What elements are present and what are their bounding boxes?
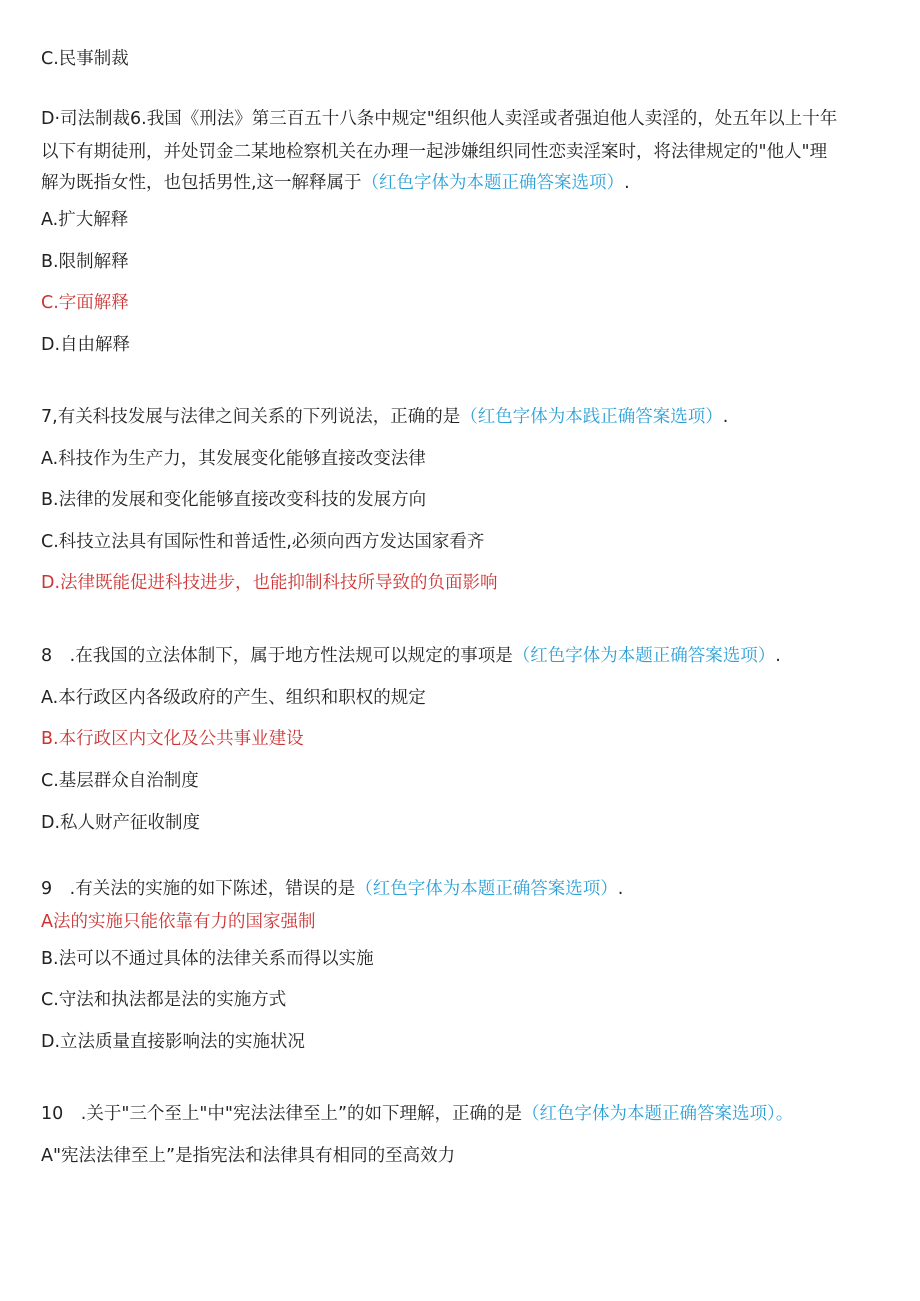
q7-stem <box>41 405 728 429</box>
q8-stem-end: . <box>775 646 781 666</box>
q10-option-a: A"宪法法律至上”是指宪法和法律具有相同的至高效力 <box>41 1146 456 1166</box>
q6-option-c-correct: C.字面解释 <box>41 293 129 313</box>
q9-stem <box>41 877 623 901</box>
q6-stem-end: . <box>624 173 630 193</box>
q7-option-a: A.科技作为生产力，其发展变化能够直接改变法律 <box>41 449 426 469</box>
q5-option-c: C.民事制裁 <box>41 49 129 69</box>
q6-stem-line2: 以下有期徒刑，并处罚金二某地检察机关在办理一起涉嫌组织同性恋卖淫案时，将法律规定的"他人"理 <box>41 142 828 162</box>
q6-stem-text: 6.我国《刑法》第三百五十八条中规定"组织他人卖淫或者强迫他人卖淫的，处五年以上十年 <box>130 109 838 129</box>
q9-option-a-correct: A法的实施只能依靠有力的国家强制 <box>41 912 316 932</box>
q8-option-a: A.本行政区内各级政府的产生、组织和职权的规定 <box>41 688 426 708</box>
q9-option-b: B.法可以不通过具体的法律关系而得以实施 <box>41 949 374 969</box>
q9-option-c: C.守法和执法都是法的实施方式 <box>41 990 287 1010</box>
q9-stem-text: 9 .有关法的实施的如下陈述，错误的是 <box>41 879 356 899</box>
q8-option-c: C.基层群众自治制度 <box>41 771 199 791</box>
q9-option-d: D.立法质量直接影响法的实施状况 <box>41 1032 306 1052</box>
q8-stem <box>41 644 781 668</box>
q8-stem-text: 8 .在我国的立法体制下，属于地方性法规可以规定的事项是 <box>41 646 513 666</box>
q8-answer-hint: （红色字体为本题正确答案选项） <box>512 646 776 666</box>
q7-option-b: B.法律的发展和变化能够直接改变科技的发展方向 <box>41 490 427 510</box>
q6-stem-line1 <box>41 107 837 131</box>
q7-option-c: C.科技立法具有国际性和普适性,必须向西方发达国家看齐 <box>41 532 485 552</box>
q6-option-b: B.限制解释 <box>41 252 129 272</box>
q6-option-a: A.扩大解释 <box>41 210 129 230</box>
q9-stem-end: . <box>617 879 624 899</box>
q9-answer-hint: （红色字体为本题正确答案选项） <box>355 879 618 899</box>
q6-option-d: D.自由解释 <box>41 335 131 355</box>
q10-answer-hint: （红色字体为本题正确答案选项）。 <box>522 1104 794 1124</box>
q6-stem-tail: 解为既指女性，也包括男性,这一解释属于 <box>41 173 362 193</box>
q6-answer-hint: （红色字体为本题正确答案选项） <box>361 173 625 193</box>
q6-stem-line3 <box>41 171 630 195</box>
q7-stem-end: . <box>722 407 729 427</box>
q10-stem <box>41 1102 793 1126</box>
q5-option-d: D·司法制裁 <box>41 109 131 129</box>
q8-option-b-correct: B.本行政区内文化及公共事业建设 <box>41 729 304 749</box>
q7-option-d-correct: D.法律既能促进科技进步，也能抑制科技所导致的负面影响 <box>41 573 498 593</box>
q7-answer-hint: （红色字体为本践正确答案选项） <box>460 407 723 427</box>
q7-stem-text: 7,有关科技发展与法律之间关系的下列说法，正确的是 <box>41 407 461 427</box>
q8-option-d: D.私人财产征收制度 <box>41 813 201 833</box>
q10-stem-text: 10 .关于"三个至上"中"宪法法律至上”的如下理解，正确的是 <box>41 1104 523 1124</box>
